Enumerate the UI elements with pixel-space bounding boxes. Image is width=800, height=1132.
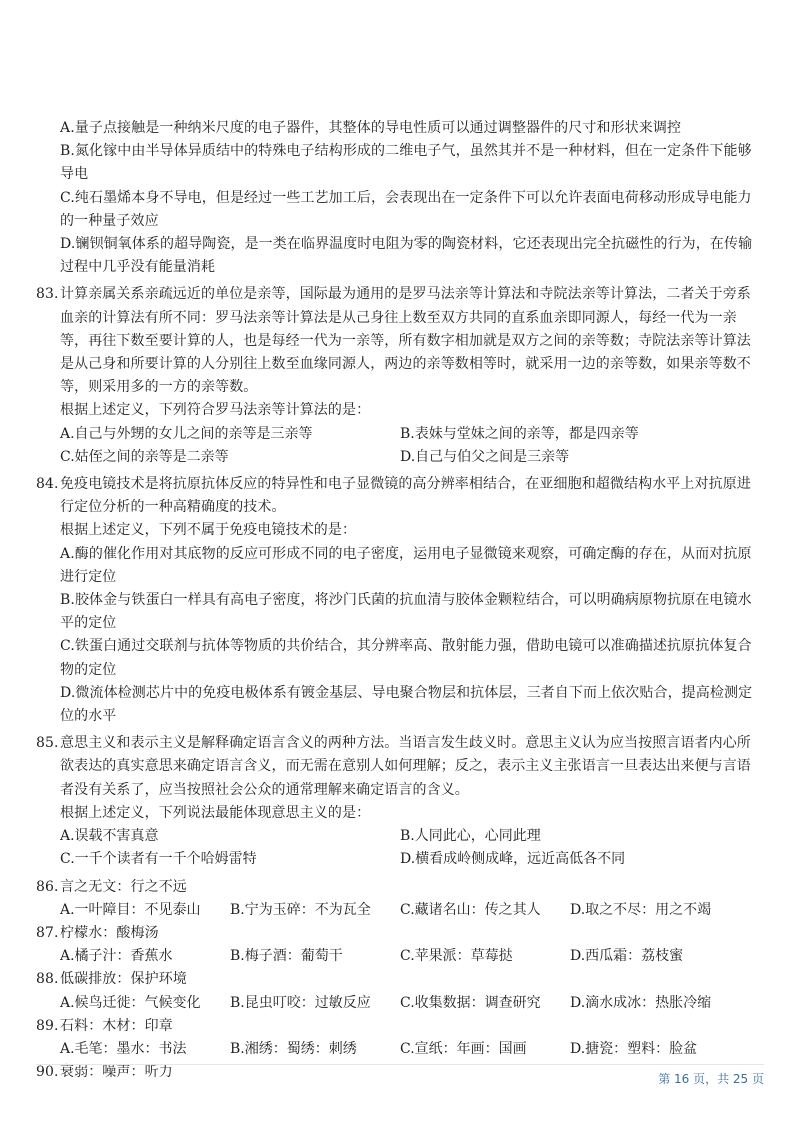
question-number: 87. bbox=[36, 924, 59, 941]
option-b: B.湘绣：蜀绣：刺绣 bbox=[230, 1040, 357, 1057]
option-b: B.表妹与堂妹之间的亲等，都是四亲等 bbox=[400, 425, 639, 442]
options-row bbox=[36, 423, 764, 446]
option-b: B.梅子酒：葡萄干 bbox=[230, 948, 343, 965]
question-number: 88. bbox=[36, 971, 59, 988]
option-b: B.昆虫叮咬：过敏反应 bbox=[230, 994, 371, 1011]
option-a: A.自己与外甥的女儿之间的亲等是三亲等 bbox=[60, 425, 313, 442]
option-d: D.镧钡铜氧体系的超导陶瓷，是一类在临界温度时电阻为零的陶瓷材料，它还表现出完全抗磁性的行为，在传输过程中几乎没有能量消耗 bbox=[60, 236, 753, 276]
option-c: C.宣纸：年画：国画 bbox=[400, 1040, 527, 1057]
option-a: A.酶的催化作用对其底物的反应可形成不同的电子密度，运用电子显微镜来观察，可确定酶的存在，从而对抗原进行定位 bbox=[60, 545, 752, 585]
question-85 bbox=[36, 732, 764, 871]
options-row bbox=[36, 992, 764, 1015]
option-d: D.西瓜霜：荔枝蜜 bbox=[570, 948, 684, 965]
question-88 bbox=[36, 968, 764, 1014]
options-row bbox=[36, 1038, 764, 1061]
question-prompt: 根据上述定义，下列说法最能体现意思主义的是： bbox=[60, 804, 371, 821]
option-a: A.量子点接触是一种纳米尺度的电子器件，其整体的导电性质可以通过调整器件的尺寸和形状来调控 bbox=[60, 120, 682, 136]
option-c: C.一千个读者有一千个哈姆雷特 bbox=[60, 851, 257, 868]
page-number: 第 16 页，共 25 页 bbox=[658, 1072, 764, 1086]
options-row bbox=[36, 848, 764, 871]
options-row bbox=[36, 825, 764, 848]
option-a: A.候鸟迁徙：气候变化 bbox=[60, 994, 201, 1011]
question-text: 免疫电镜技术是将抗原抗体反应的特异性和电子显微镜的高分辨率相结合，在亚细胞和超微结构水平上对抗原进行定位分析的一种高精确度的技术。 bbox=[60, 476, 751, 516]
question-text: 石料：木材：印章 bbox=[60, 1017, 173, 1034]
question-text: 意思主义和表示主义是解释确定语言含义的两种方法。当语言发生歧义时。意思主义认为应当按照言语者内心所欲表达的真实意思来确定语言含义，而无需在意别人如何理解；反之，表示主义主张语言一旦表达出来便与言语者没有关系了，应当按照社会公众的通常理解来确定语言的含义。 bbox=[60, 735, 751, 798]
question-text: 柠檬水：酸梅汤 bbox=[60, 924, 159, 941]
question-84 bbox=[36, 473, 764, 728]
option-d: D.横看成岭侧成峰，远近高低各不同 bbox=[400, 851, 626, 868]
question-prompt: 根据上述定义，下列符合罗马法亲等计算法的是： bbox=[60, 402, 371, 419]
option-a: A.毛笔：墨水：书法 bbox=[60, 1040, 187, 1057]
option-a: A.误载不害真意 bbox=[60, 828, 159, 845]
option-d: D.搪瓷：塑料：脸盆 bbox=[570, 1040, 698, 1057]
option-a: A.橘子汁：香蕉水 bbox=[60, 948, 173, 965]
option-d: D.取之不尽：用之不竭 bbox=[570, 901, 712, 918]
question-83 bbox=[36, 283, 764, 469]
option-b: B.宁为玉碎：不为瓦全 bbox=[230, 901, 371, 918]
question-87 bbox=[36, 922, 764, 968]
question-number: 90. bbox=[36, 1064, 59, 1081]
question-number: 86. bbox=[36, 878, 59, 895]
option-c: C.藏诸名山：传之其人 bbox=[400, 901, 541, 918]
option-d: D.自己与伯父之间是三亲等 bbox=[400, 448, 570, 465]
option-a: A.一叶障目：不见泰山 bbox=[60, 901, 201, 918]
options-row bbox=[36, 446, 764, 469]
question-89 bbox=[36, 1015, 764, 1061]
options-row bbox=[36, 945, 764, 968]
option-c: C.苹果派：草莓挞 bbox=[400, 948, 513, 965]
option-c: C.纯石墨烯本身不导电，但是经过一些工艺加工后，会表现出在一定条件下可以允许表面电荷移动形成导电能力的一种量子效应 bbox=[60, 189, 752, 229]
footer-divider bbox=[36, 1064, 764, 1065]
option-c: C.收集数据：调查研究 bbox=[400, 994, 541, 1011]
option-d: D.滴水成冰：热胀冷缩 bbox=[570, 994, 712, 1011]
question-text: 计算亲属关系亲疏远近的单位是亲等，国际最为通用的是罗马法亲等计算法和寺院法亲等计算法，二者关于旁系血亲的计算法有所不同：罗马法亲等计算法是从己身往上数至双方共同的直系血亲即同源人，每经一代为一亲等，再往下数至要计算的人，也是每经一代为一亲等，所有数字相加就是双方之间的亲等数；寺院法亲等计算法是从己身和所要计算的人分别往上数至血缘同源人，两边的亲等数相等时，就采用一边的亲等数，如果亲等数不等，则采用多的一方的亲等数。 bbox=[60, 286, 751, 396]
question-number: 84. bbox=[36, 476, 59, 493]
option-c: C.铁蛋白通过交联剂与抗体等物质的共价结合，其分辨率高、散射能力强，借助电镜可以准确描述抗原抗体复合物的定位 bbox=[60, 638, 752, 678]
option-b: B.氮化镓中由半导体异质结中的特殊电子结构形成的二维电子气，虽然其并不是一种材料，但在一定条件下能够导电 bbox=[60, 143, 752, 183]
previous-question-options bbox=[36, 117, 764, 279]
option-b: B.人同此心，心同此理 bbox=[400, 828, 541, 845]
question-text: 衰弱：噪声：听力 bbox=[60, 1064, 173, 1081]
question-number: 89. bbox=[36, 1017, 59, 1034]
question-prompt: 根据上述定义，下列不属于免疫电镜技术的是： bbox=[60, 522, 357, 539]
option-d: D.微流体检测芯片中的免疫电极体系有镀金基层、导电聚合物层和抗体层，三者自下而上依次贴合，提高检测定位的水平 bbox=[60, 684, 753, 725]
question-text: 言之无文：行之不远 bbox=[60, 878, 187, 895]
options-row bbox=[36, 899, 764, 922]
question-number: 83. bbox=[36, 286, 59, 303]
option-b: B.胶体金与铁蛋白一样具有高电子密度，将沙门氏菌的抗血清与胶体金颗粒结合，可以明确病原物抗原在电镜水平的定位 bbox=[60, 592, 752, 632]
page-content bbox=[36, 117, 764, 1084]
option-c: C.姑侄之间的亲等是二亲等 bbox=[60, 448, 229, 465]
question-text: 低碳排放：保护环境 bbox=[60, 971, 187, 988]
question-number: 85. bbox=[36, 735, 59, 752]
question-86 bbox=[36, 876, 764, 922]
